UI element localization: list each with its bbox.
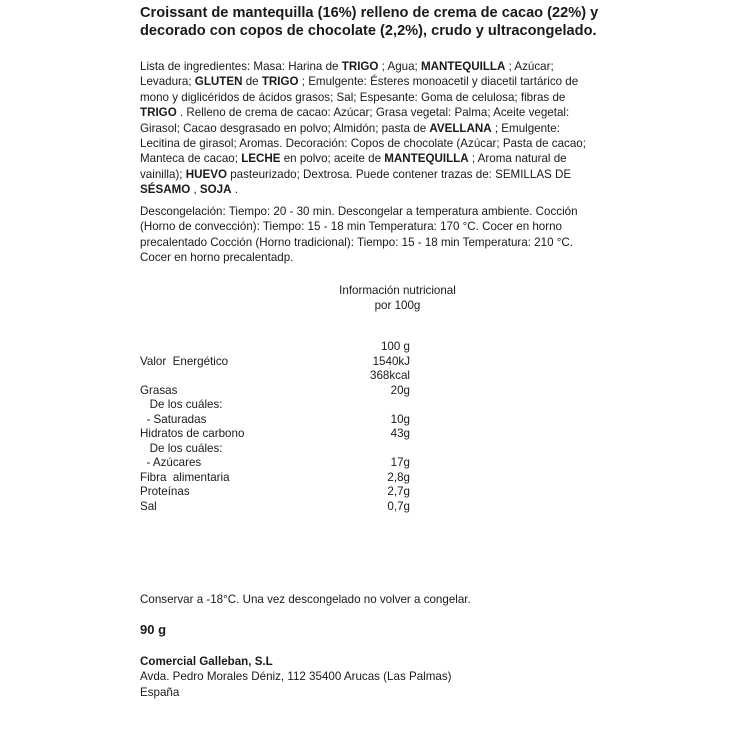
nutrient-label: Hidratos de carbono	[140, 427, 245, 440]
allergen: HUEVO	[185, 167, 227, 181]
nutrition-header-title: Información nutricional	[339, 284, 456, 297]
allergen: MANTEQUILLA	[421, 60, 506, 73]
nutrition-row	[140, 384, 430, 399]
nutrient-value: 17g	[390, 456, 410, 469]
nutrition-row	[140, 456, 430, 471]
allergen: GLUTEN	[194, 75, 243, 89]
company-name: Comercial Galleban, S.L	[140, 655, 273, 668]
ingredients-text: pasteurizado; Dextrosa. Puede contener trazas de: SEMILLAS DE	[226, 167, 572, 181]
net-weight: 90 g	[140, 622, 167, 637]
ingredients-text: ,	[190, 183, 200, 197]
nutrient-label: De los cuáles:	[140, 441, 223, 455]
allergen: TRIGO	[341, 60, 379, 73]
nutrient-value: 10g	[390, 412, 410, 426]
nutrient-label: De los cuáles:	[140, 398, 223, 411]
nutrition-header-basis: por 100g	[374, 299, 421, 313]
company-info	[140, 654, 595, 700]
nutrition-row	[140, 355, 430, 370]
nutrition-table	[140, 340, 430, 514]
allergen: SOJA	[199, 183, 232, 197]
storage-instructions: Conservar a -18°C. Una vez descongelado no volver a congelar.	[140, 593, 471, 606]
nutrient-value: 2,8g	[387, 470, 410, 484]
allergen: TRIGO	[140, 106, 177, 120]
nutrition-header	[330, 283, 465, 314]
ingredients-text: ; Azúcar; Levadura;	[140, 60, 554, 89]
preparation-instructions: Descongelación: Tiempo: 20 - 30 min. Descongelar a temperatura ambiente. Cocción (Horno de convección): Tiempo: 15 - 18 min Temperatura: 170 °C. Cocer en horno precalentado Cocción (Horno tradicional): Tiempo: 15 - 18 min Temperatura: 210 °C. Cocer en horno precalentadp.	[140, 205, 578, 265]
ingredients-text: ; Emulgente: Lecitina de girasol; Aromas. Decoración: Copos de chocolate (Azúcar; Pasta de cacao; Manteca de cacao;	[140, 121, 586, 166]
nutrition-row	[140, 398, 430, 413]
allergen: MANTEQUILLA	[384, 152, 469, 166]
nutrient-value: 368kcal	[370, 369, 410, 382]
ingredients-text: Lista de ingredientes: Masa: Harina de	[140, 60, 342, 73]
ingredients-text: .	[231, 183, 238, 197]
ingredients-text: en polvo; aceite de	[280, 152, 385, 166]
nutrition-row	[140, 471, 430, 486]
allergen: LECHE	[241, 152, 281, 166]
allergen: SÉSAMO	[140, 183, 191, 197]
nutrient-value: 2,7g	[387, 485, 410, 498]
ingredients-text: de	[242, 75, 262, 89]
nutrient-label: Valor Energético	[140, 354, 229, 368]
nutrient-label: - Azúcares	[140, 456, 202, 469]
nutrient-value: 0,7g	[387, 499, 410, 513]
nutrition-row	[140, 485, 430, 500]
nutrient-value: 20g	[390, 383, 410, 397]
nutrient-label: Sal	[140, 499, 157, 513]
nutrition-row	[140, 500, 430, 515]
allergen: AVELLANA	[429, 121, 492, 135]
nutrient-label: Fibra alimentaria	[140, 470, 230, 484]
allergen: TRIGO	[261, 75, 299, 89]
ingredients-text: ; Agua;	[378, 60, 421, 73]
nutrition-row	[140, 369, 430, 384]
nutrient-label: - Saturadas	[140, 412, 207, 426]
ingredients-text: ; Aroma natural de vainilla);	[140, 152, 567, 181]
company-address: Avda. Pedro Morales Déniz, 112 35400 Arucas (Las Palmas)	[140, 670, 452, 684]
nutrient-value: 43g	[390, 427, 410, 440]
ingredients-list	[140, 59, 595, 198]
nutrition-row	[140, 340, 430, 355]
nutrition-row	[140, 427, 430, 442]
ingredients-text: ; Emulgente: Ésteres monoacetil y diacetil tartárico de mono y diglicéridos de ácidos grasos; Sal; Espesante: Goma de celulosa; fibras de	[140, 75, 579, 104]
ingredients-text: . Relleno de crema de cacao: Azúcar; Grasa vegetal: Palma; Aceite vegetal: Girasol; Cacao desgrasado en polvo; Almidón; pasta de	[140, 106, 570, 135]
product-title: Croissant de mantequilla (16%) relleno de crema de cacao (22%) y decorado con copos de chocolate (2,2%), crudo y ultracongelado.	[140, 5, 599, 39]
nutrition-row	[140, 442, 430, 457]
nutrient-value: 100 g	[380, 340, 410, 353]
nutrient-label: Proteínas	[140, 485, 190, 498]
nutrient-label: Grasas	[140, 383, 178, 397]
nutrient-value: 1540kJ	[372, 354, 410, 368]
nutrition-row	[140, 413, 430, 428]
company-country: España	[140, 685, 180, 699]
